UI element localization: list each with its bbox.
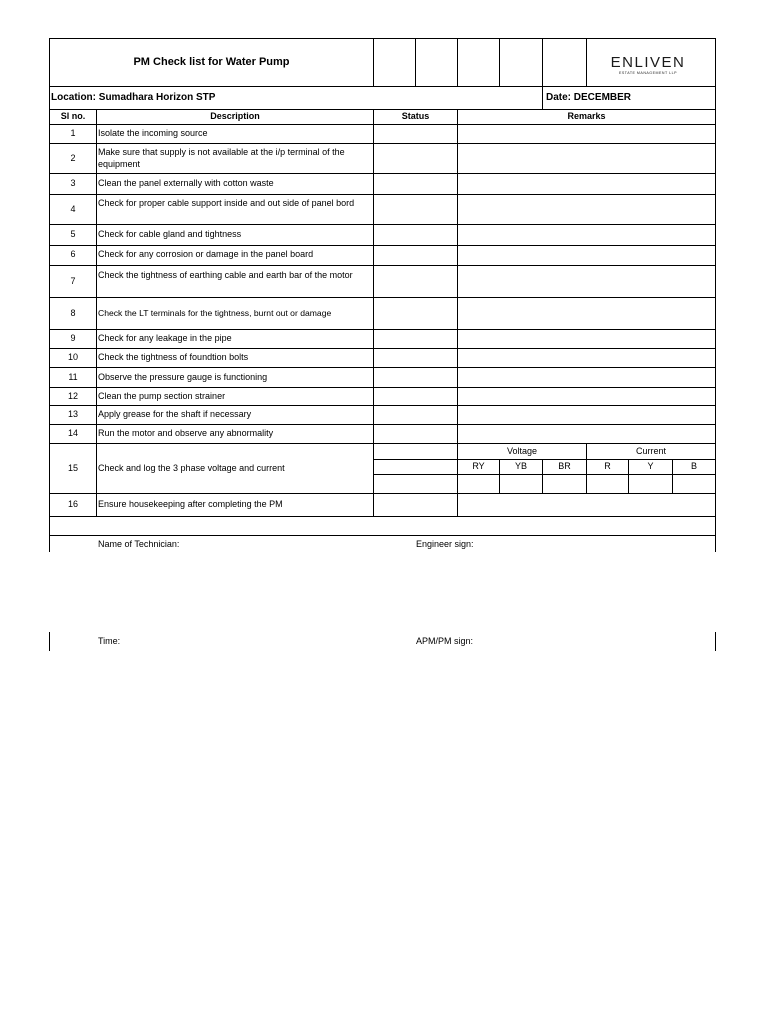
phase-r: R: [604, 461, 611, 471]
item-description: Check for cable gland and tightness: [98, 229, 242, 239]
table-border: [96, 109, 97, 516]
row-border: [49, 387, 716, 388]
phase-y: Y: [647, 461, 654, 471]
phase-ry: RY: [472, 461, 485, 471]
item-description: Check for proper cable support inside and out side of panel bord: [98, 198, 355, 208]
row-border: [49, 443, 716, 444]
phase-yb: YB: [514, 461, 527, 471]
row-border: [49, 245, 716, 246]
table-border: [373, 38, 374, 86]
item-number: 8: [70, 308, 76, 318]
item-number: 12: [67, 391, 78, 401]
row-border: [49, 224, 716, 225]
grid-border: [373, 459, 716, 460]
item-number: 16: [67, 499, 78, 509]
current-header: Current: [635, 446, 666, 456]
location-label: Location: Sumadhara Horizon STP: [51, 92, 216, 103]
item-description: Check for any leakage in the pipe: [98, 333, 232, 343]
item-number: 14: [67, 428, 78, 438]
row-border: [49, 297, 716, 298]
table-border: [49, 124, 716, 125]
row-border: [49, 516, 716, 517]
logo-text: ENLIVEN: [610, 54, 686, 71]
logo-subtext: ESTATE MANAGEMENT LLP: [618, 71, 678, 75]
item-number: 9: [70, 333, 76, 343]
item-number: 13: [67, 409, 78, 419]
apm-sign-label: APM/PM sign:: [416, 636, 474, 646]
item-number: 4: [70, 204, 76, 214]
engineer-sign-label: Engineer sign:: [416, 539, 474, 549]
row-border: [49, 265, 716, 266]
item-description: Isolate the incoming source: [98, 128, 208, 138]
item-number: 15: [67, 463, 78, 473]
table-border: [49, 86, 716, 87]
table-border: [499, 38, 500, 86]
table-border: [373, 109, 374, 516]
col-sl-no: Sl no.: [60, 111, 86, 121]
table-border: [49, 632, 50, 651]
table-border: [49, 38, 716, 39]
row-border: [49, 173, 716, 174]
item-number: 2: [70, 153, 76, 163]
item-description: Clean the panel externally with cotton waste: [98, 178, 274, 188]
item-description: Apply grease for the shaft if necessary: [98, 409, 252, 419]
table-border: [415, 38, 416, 86]
grid-border: [373, 474, 716, 475]
item-description: Ensure housekeeping after completing the PM: [98, 499, 283, 509]
item-number: 10: [67, 352, 78, 362]
table-border: [49, 109, 716, 110]
row-border: [49, 194, 716, 195]
table-border: [715, 632, 716, 651]
item-description: Observe the pressure gauge is functioning: [98, 372, 268, 382]
row-border: [49, 405, 716, 406]
row-border: [49, 143, 716, 144]
item-description: Check for any corrosion or damage in the panel board: [98, 249, 314, 259]
row-border: [49, 535, 716, 536]
item-description: Run the motor and observe any abnormality: [98, 428, 274, 438]
item-description: Clean the pump section strainer: [98, 391, 226, 401]
row-border: [49, 493, 716, 494]
row-border: [49, 424, 716, 425]
voltage-header: Voltage: [506, 446, 538, 456]
phase-br: BR: [558, 461, 571, 471]
col-remarks: Remarks: [567, 111, 606, 121]
item-number: 3: [70, 178, 76, 188]
item-number: 6: [70, 249, 76, 259]
logo-mark-icon: [598, 52, 698, 78]
item-description: Check the LT terminals for the tightness, burnt out or damage: [98, 308, 332, 318]
enliven-logo: [598, 52, 698, 78]
table-border: [457, 38, 458, 86]
row-border: [49, 367, 716, 368]
table-border: [586, 38, 587, 86]
item-description: Make sure that supply is not available at the i/p terminal of the equipment: [98, 147, 345, 169]
col-status: Status: [401, 111, 430, 121]
item-number: 1: [70, 128, 76, 138]
item-description: Check the tightness of foundtion bolts: [98, 352, 249, 362]
item-number: 5: [70, 229, 76, 239]
row-border: [49, 348, 716, 349]
time-label: Time:: [98, 636, 121, 646]
item-number: 11: [68, 372, 78, 382]
technician-label: Name of Technician:: [98, 539, 180, 549]
row-border: [49, 329, 716, 330]
phase-b: B: [690, 461, 697, 471]
item-description: Check and log the 3 phase voltage and current: [98, 463, 285, 473]
table-border: [542, 38, 543, 86]
col-description: Description: [210, 111, 260, 121]
table-border: [542, 86, 543, 109]
page-title: PM Check list for Water Pump: [133, 56, 290, 68]
item-description: Check the tightness of earthing cable and earth bar of the motor: [98, 270, 353, 280]
item-number: 7: [70, 276, 76, 286]
date-label: Date: DECEMBER: [546, 92, 632, 103]
